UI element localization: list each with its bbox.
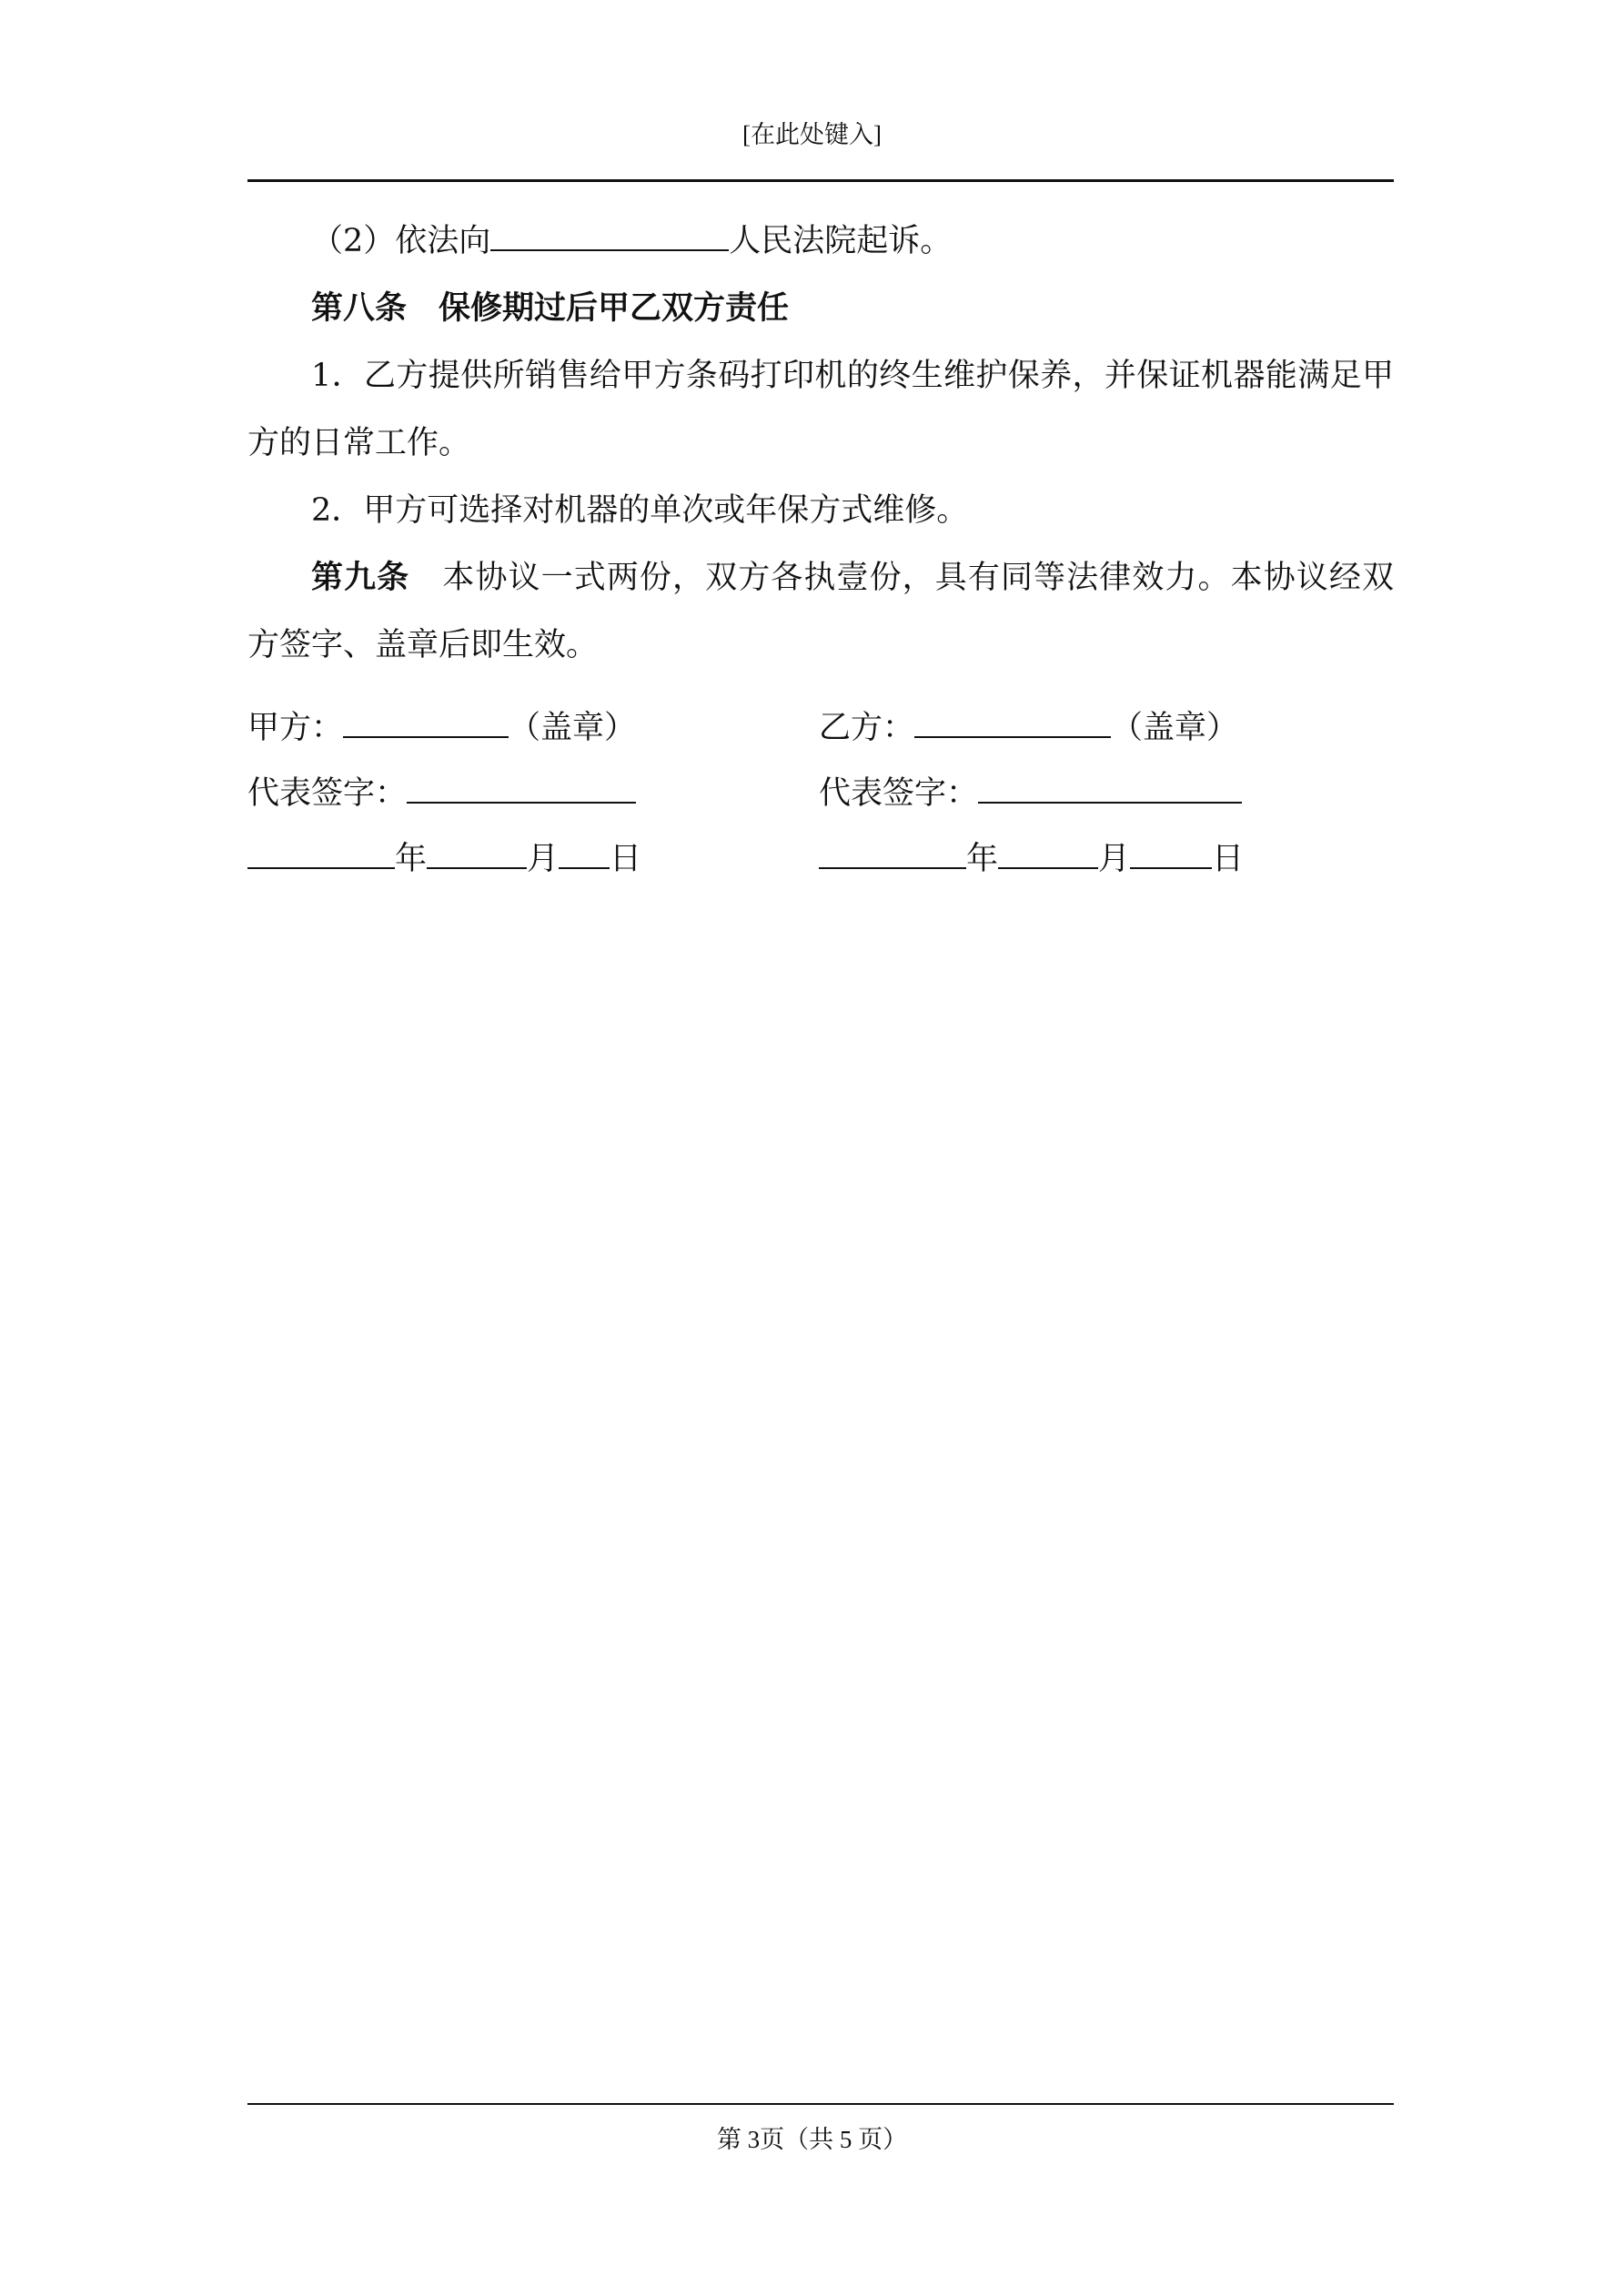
party-b-label: 乙方： (819, 710, 915, 746)
clause-2-sue (247, 207, 1394, 275)
header-rule (247, 179, 1394, 182)
party-b-name-blank[interactable] (914, 709, 1111, 738)
party-b-month-label: 月 (1098, 841, 1131, 877)
footer-rule (247, 2103, 1394, 2105)
party-b-rep-line (819, 761, 1394, 826)
signature-rep-row (247, 761, 1394, 826)
party-a-year-blank[interactable] (247, 840, 395, 869)
clause-2-suffix: 人民法院起诉。 (729, 223, 953, 259)
party-a-name-blank[interactable] (343, 709, 509, 738)
party-a-label: 甲方： (247, 710, 344, 746)
party-b-year-blank[interactable] (819, 840, 966, 869)
party-a-month-blank[interactable] (427, 840, 527, 869)
party-a-year-label: 年 (395, 841, 428, 877)
party-b-year-label: 年 (966, 841, 999, 877)
party-a-rep-line (247, 761, 819, 826)
article-8-heading: 第八条 保修期过后甲乙双方责任 (311, 289, 790, 327)
article-8-item-1: 1．乙方提供所销售给甲方条码打印机的终生维护保养，并保证机器能满足甲方的日常工作。 (247, 358, 1394, 461)
signature-block (247, 695, 1394, 892)
document-body (247, 207, 1394, 679)
party-b-day-blank[interactable] (1130, 840, 1212, 869)
article-9 (247, 544, 1394, 679)
party-b-seal: （盖章） (1111, 710, 1239, 746)
article-9-label: 第九条 (311, 559, 410, 596)
party-b-rep-label: 代表签字： (819, 775, 979, 812)
party-b-day-label: 日 (1212, 841, 1245, 877)
party-b-month-blank[interactable] (998, 840, 1098, 869)
party-a-day-label: 日 (610, 841, 642, 877)
party-a-month-label: 月 (527, 841, 560, 877)
clause-2-prefix: （2）依法向 (311, 223, 491, 259)
party-a-day-blank[interactable] (559, 840, 610, 869)
party-b-rep-signature-blank[interactable] (978, 774, 1242, 804)
party-b-line (819, 695, 1394, 761)
party-a-rep-label: 代表签字： (247, 775, 408, 812)
party-b-date-line (819, 826, 1394, 892)
party-a-line (247, 695, 819, 761)
page-number-footer: 第 3页（共 5 页） (716, 2126, 908, 2153)
party-a-seal: （盖章） (509, 710, 637, 746)
party-a-rep-signature-blank[interactable] (407, 774, 636, 804)
signature-date-row (247, 826, 1394, 892)
party-a-date-line (247, 826, 819, 892)
page-header: [在此处键入] (742, 121, 882, 148)
signature-party-row (247, 695, 1394, 761)
article-9-text: 本协议一式两份，双方各执壹份，具有同等法律效力。本协议经双方签字、盖章后即生效。 (247, 560, 1394, 663)
court-name-blank[interactable] (490, 222, 729, 251)
article-8-item-2: 2．甲方可选择对机器的单次或年保方式维修。 (311, 492, 969, 529)
